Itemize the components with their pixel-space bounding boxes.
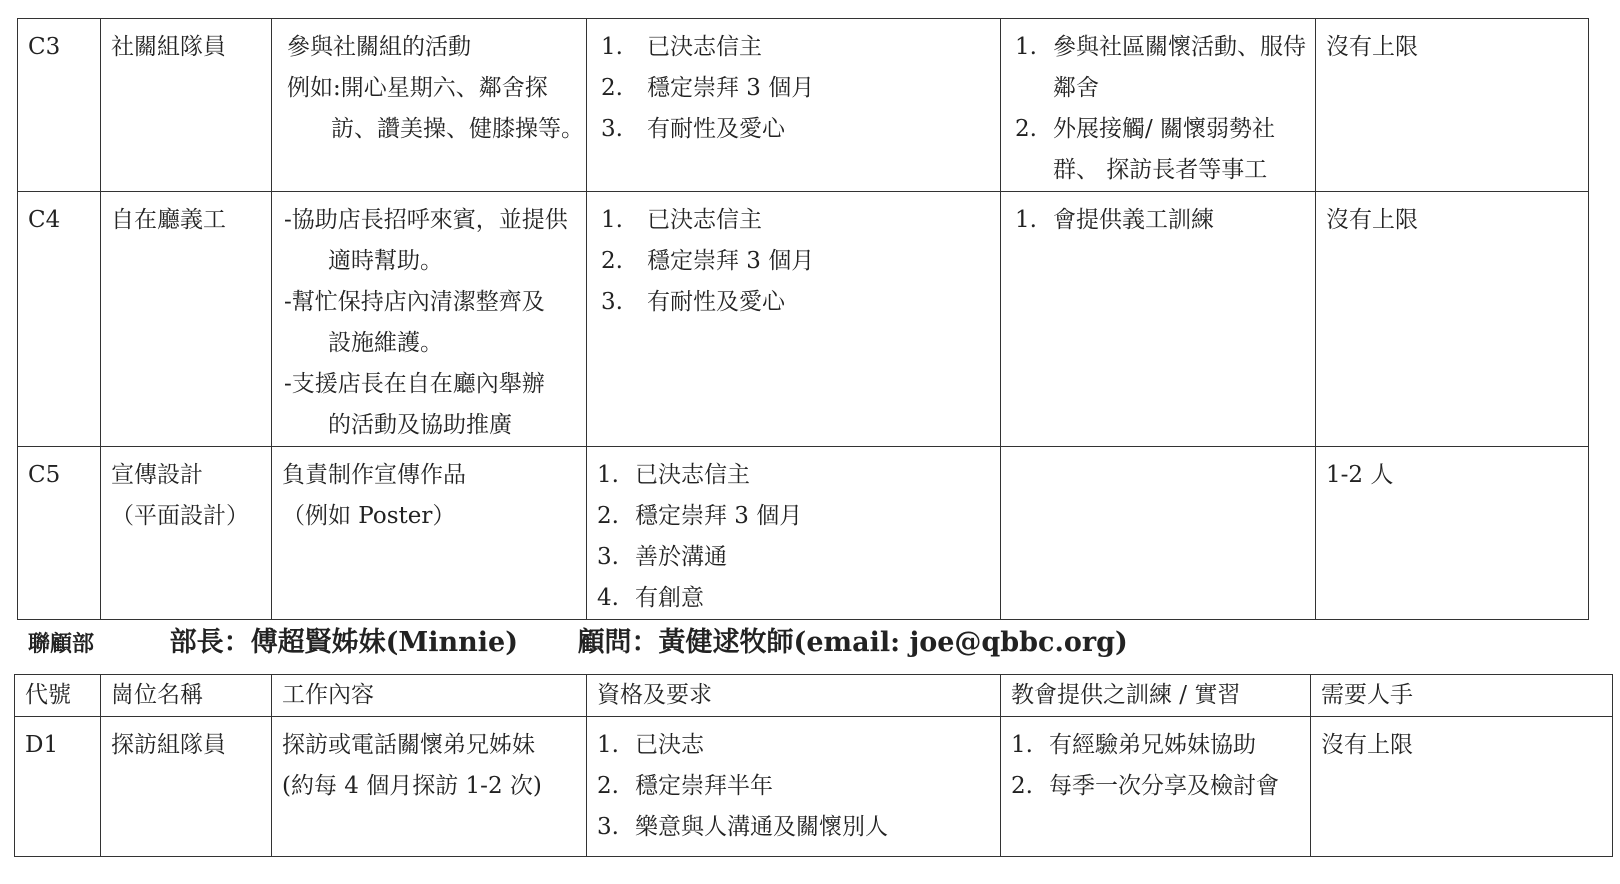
content-cell: -協助店長招呼來賓，並提供 適時幫助。 -幫忙保持店內清潔整齊及 設施維護。 -支援店長在自在廳內舉辦 的活動及協助推廣 [272, 192, 587, 447]
name-cell: 自在廳義工 [101, 192, 272, 447]
header-headcount: 需要人手 [1311, 675, 1613, 717]
requirements-cell: 1. 已決志信主 2. 穩定崇拜 3 個月 3. 有耐性及愛心 [587, 19, 1001, 192]
content-cell: 探訪或電話關懷弟兄姊妹 (約每 4 個月探訪 1-2 次) [272, 717, 587, 857]
code-cell: C5 [18, 447, 101, 620]
content-cell: 負責制作宣傳作品 （例如 Poster） [272, 447, 587, 620]
headcount-cell: 1-2 人 [1316, 447, 1589, 620]
code-cell: D1 [15, 717, 101, 857]
name-cell: 社關組隊員 [101, 19, 272, 192]
table-row [18, 19, 1589, 192]
requirements-cell: 1. 已決志信主 2. 穩定崇拜 3 個月 3. 善於溝通 4. 有創意 [587, 447, 1001, 620]
department-advisor: 顧問：黃健逑牧師(email: joe@qbbc.org) [577, 627, 1128, 658]
department-head: 部長：傅超賢姊妹(Minnie) [169, 627, 518, 658]
training-cell: 1. 有經驗弟兄姊妹協助 2. 每季一次分享及檢討會 [1001, 717, 1311, 857]
header-code: 代號 [15, 675, 101, 717]
training-cell: 1. 參與社區關懷活動、服侍 鄰舍 2. 外展接觸/ 關懷弱勢社 群、 探訪長者等事工 [1001, 19, 1316, 192]
table-header-row [15, 675, 1613, 717]
headcount-cell: 沒有上限 [1316, 19, 1589, 192]
header-requirements: 資格及要求 [587, 675, 1001, 717]
header-name: 崗位名稱 [101, 675, 272, 717]
requirements-cell: 1. 已決志信主 2. 穩定崇拜 3 個月 3. 有耐性及愛心 [587, 192, 1001, 447]
name-cell: 探訪組隊員 [101, 717, 272, 857]
table-row [15, 717, 1613, 857]
training-cell: 1. 會提供義工訓練 [1001, 192, 1316, 447]
headcount-cell: 沒有上限 [1311, 717, 1613, 857]
headcount-cell: 沒有上限 [1316, 192, 1589, 447]
code-cell: C3 [18, 19, 101, 192]
header-training: 教會提供之訓練 / 實習 [1001, 675, 1311, 717]
name-cell: 宣傳設計 （平面設計） [101, 447, 272, 620]
code-cell: C4 [18, 192, 101, 447]
volunteer-table-c [17, 18, 1589, 620]
header-content: 工作內容 [272, 675, 587, 717]
department-heading [28, 620, 1128, 659]
training-cell [1001, 447, 1316, 620]
volunteer-table-d [14, 674, 1613, 857]
department-name: 聯顧部 [28, 631, 95, 657]
table-row [18, 447, 1589, 620]
table-row [18, 192, 1589, 447]
content-cell: 參與社關組的活動 例如:開心星期六、鄰舍探 訪、讚美操、健膝操等。 [272, 19, 587, 192]
requirements-cell: 1. 已決志 2. 穩定崇拜半年 3. 樂意與人溝通及關懷別人 [587, 717, 1001, 857]
